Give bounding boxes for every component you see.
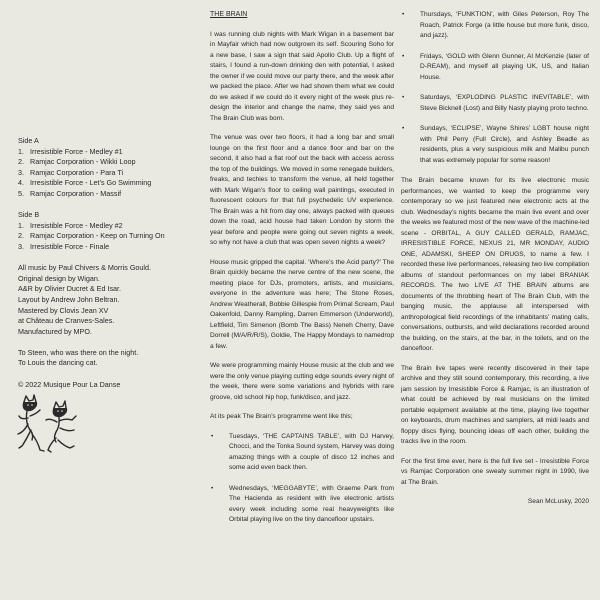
track-row: 5. Ramjac Corporation - Massif <box>18 188 122 198</box>
side-a-tracklist <box>18 147 196 200</box>
essay-paragraph: The Brain live tapes were recently discovered in their tape archive and they still sound contemporary, this recording, a live jam session by Irresistible Force & Ramjac, is an illustration of what could be achieved by real musicians on the limited portable equipment available at the time, playing live together on keyboards, drum machines and samplers, all midi leads and floppy discs flying, bouncing ideas off each other, building the tracks live in the room. <box>401 364 589 445</box>
credit-line: Mastered by Clovis Jean XV <box>18 305 109 315</box>
essay-paragraph: I was running club nights with Mark Wigan in a basement bar in Mayfair which had now outgrown its self. Scouring Soho for a new base, I saw a sign that said Apollo Club. Up a flight of stairs, I found a run-down drinking den with potential, I asked the owner if we could move our party there, and the week after we packed the place. After we had shown them what we could do we asked if we could do it every night of the week plus re-design the interior and change the name, they said yes and The Brain Club was born. <box>210 30 394 122</box>
programme-item: • Wednesdays, ‘MEGGABYTE’, with Graeme Park from The Hacienda as resident with live electronic artists every week including some real heavyweights like Orbital playing live on the tiny dancefloor upstairs. <box>211 484 394 523</box>
dedication-line: To Steen, who was there on the night. <box>18 347 139 357</box>
credits-column <box>18 136 196 390</box>
bullet-icon: • <box>402 11 405 18</box>
side-a-label: Side A <box>18 136 39 145</box>
track-row: 4. Irresistible Force - Let’s Go Swimming <box>18 178 152 188</box>
bullet-icon: • <box>211 432 214 440</box>
essay-paragraph: The venue was over two floors, it had a long bar and small lounge on the first floor and a dance floor and bar on the second, it also had a flat roof out the back with access across the top of the buildings. We moved in some renegade builders, freaks, and techies to transform the venue, all held together with Mark Wigan’s floor to ceiling wall paintings, executed in fluorescent colours for that full psychedelic UV experience. The Brain was a hit from day one, always packed with queues down the road, acid house had taken London by storm the year before and people were going out seven nights a week, so why not have a club that was open seven nights a week? <box>210 134 394 246</box>
bullet-icon: • <box>211 484 214 492</box>
side-b-label: Side B <box>18 210 40 220</box>
dancing-cat-left <box>18 395 44 451</box>
credits-block <box>18 263 196 337</box>
track-row: 2. Ramjac Corporation - Wikki Loop <box>18 157 136 167</box>
essay-paragraph: For the first time ever, here is the full live set - Irresistible Force vs Ramjac Corporation one sweaty summer night in 1990, live at The Brain. <box>401 457 589 486</box>
bullet-icon: • <box>402 94 405 101</box>
essay-column-middle <box>210 10 394 536</box>
credit-line: at Château de Cranves-Sales. <box>18 316 115 326</box>
author-signature: Sean McLusky, 2020 <box>527 498 589 505</box>
programme-item: • Fridays, ‘GOLD with Glenn Gunner, Al McKenzie (later of D-REAM), and myself all playing UK, US, and Italian House. <box>402 52 589 81</box>
copyright: © 2022 Musique Pour La Danse <box>18 379 121 389</box>
dancing-cat-right <box>46 401 76 452</box>
dancing-cats-illustration <box>16 394 80 456</box>
credit-line: Layout by Andrew John Beltran. <box>18 294 120 304</box>
programme-item: • Saturdays, ‘EXPLODING PLASTIC INEVITABLE’, with Steve Bicknell (Lost) and Billy Nasty playing proto techno. <box>402 94 589 112</box>
essay-paragraph: We were programming mainly House music at the club and we were the only venue playing cutting edge sounds every night of the week, there were some variations and hybrids with rare groove, old school hip hop, funk/disco, and jazz. <box>210 362 395 401</box>
bullet-icon: • <box>402 125 405 132</box>
essay-heading: THE BRAIN <box>210 11 248 18</box>
credit-line: Original design by Wigan. <box>18 273 100 283</box>
credit-line: All music by Paul Chivers & Morris Gould. <box>18 263 152 273</box>
credit-line: Manufactured by MPO. <box>18 326 92 336</box>
essay-paragraph: The Brain became known for its live electronic music performances, we wanted to keep the programme very contemporary so we just featured new electronic acts at the club. Wednesday’s nights became the main live event and over the weeks we featured most of the new wave of the machine-led scene - ORBITAL, A GUY CALLED GERALD, RAMJAC, IRRESISTIBLE FORCE, NEXUS 21, MR MONDAY, AUDIO ONE, ADAMSKI, SHEEP ON DRUGS, to name a few. I recorded these live performances, releasing two live compilation albums of standout performances on my label BRANIAK RECORDS. The two LIVE AT THE BRAIN albums are documents of the throbbing heart of The Brain Club, with the banging music, the applause all interspersed with anthropological field recordings of the inhabitants’ mating calls, conversations, outbursts, and wild declarations recorded around the building, on the stairs, at the bar, in the toilets, and on the dancefloor. <box>401 177 589 352</box>
programme-item: • Thursdays, ‘FUNKTION’, with Giles Peterson, Roy The Roach, Patrick Forge (a little house but more funk, disco, and jazz). <box>402 11 589 39</box>
credit-line: A&R by Olivier Ducret & Ed Isar. <box>18 284 122 294</box>
track-row: 3. Ramjac Corporation - Para Ti <box>18 167 124 177</box>
bullet-icon: • <box>402 52 405 60</box>
essay-paragraph: At its peak The Brain’s programme went like this; <box>210 413 353 420</box>
programme-item: • Sundays, ‘ECLIPSE’, Wayne Shires’ LGBT house night with Phil Perry (Full Circle), and Ashley Beadle as residents, plus a very suspicious milk and Malibu punch that was extremely popular for some reason! <box>402 125 589 164</box>
essay-column-right <box>401 10 589 508</box>
dedication-line: To Louis the dancing cat. <box>18 358 98 368</box>
track-row: 1. Irresistible Force - Medley #2 <box>18 220 123 230</box>
track-row: 2. Ramjac Corporation - Keep on Turning On <box>18 231 165 241</box>
track-row: 1. Irresistible Force - Medley #1 <box>18 146 123 156</box>
dedication-block <box>18 348 196 369</box>
essay-paragraph: House music gripped the capital. ‘Where’s the Acid party?’ The Brain quickly became the nerve centre of the new scene, the meeting place for DJs, promoters, artists, and musicians, everyone in the adventure was here; The Stone Roses, Andrew Weatherall, Bobbie Gillespie from Primal Scream, Paul Oakenfold, Danny Rampling, Darren Emmerson (Underworld), Leftfield, Tim Simenon (Bomb The Bass) Neneh Cherry, Dave Dorrell (M/A/R/R/S), Goldie, The Happy Mondays to namedrop a few. <box>210 258 394 350</box>
track-row: 3. Irresistible Force - Finale <box>18 241 110 251</box>
side-b-tracklist <box>18 221 196 253</box>
programme-item: • Tuesdays, ‘THE CAPTAINS TABLE’, with DJ Harvey, Chocci, and the Tonka Sound system, Harvey was doing amazing things with a couple of disco 12 inches and some acid even back then. <box>211 432 394 471</box>
